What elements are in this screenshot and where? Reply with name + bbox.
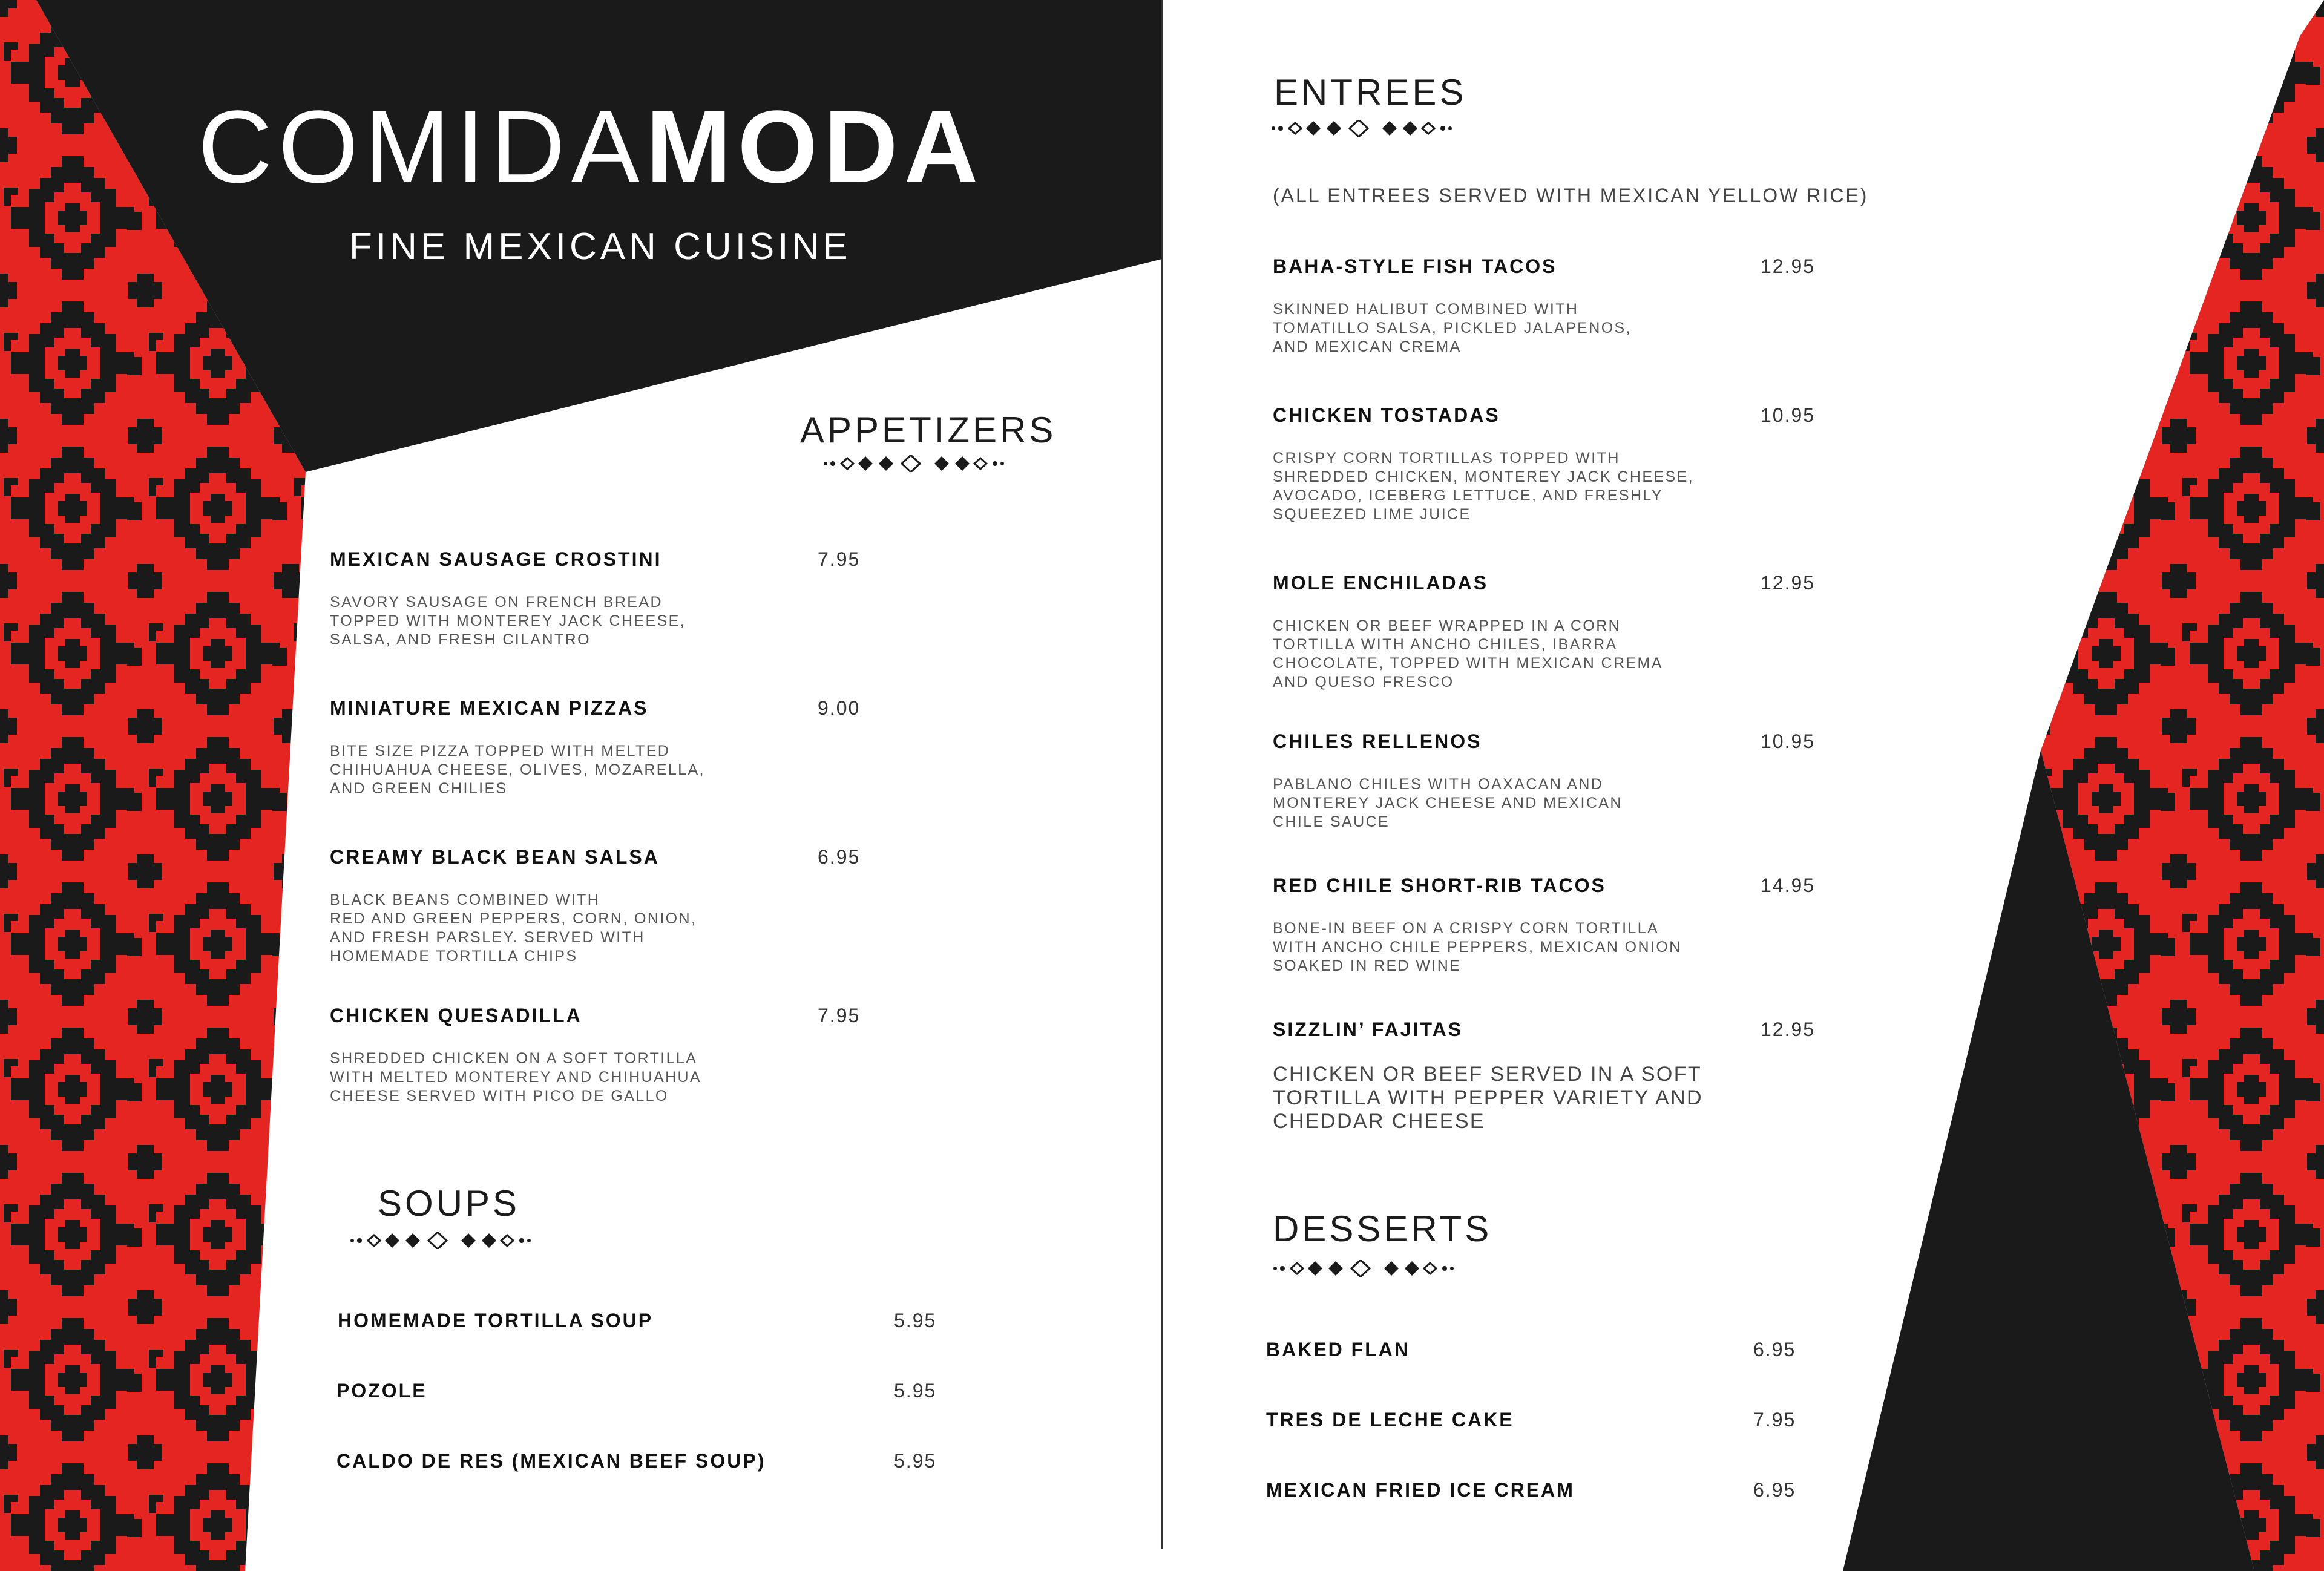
menu-item-name: CALDO DE RES (MEXICAN BEEF SOUP) bbox=[336, 1450, 766, 1472]
menu-item-price: 5.95 bbox=[894, 1310, 937, 1331]
restaurant-logo bbox=[198, 90, 985, 205]
menu-item-price: 12.95 bbox=[1761, 255, 1816, 277]
menu-item-name: BAKED FLAN bbox=[1266, 1339, 1410, 1360]
menu-item-name: CREAMY BLACK BEAN SALSA bbox=[330, 846, 660, 868]
divider-ornament-icon bbox=[350, 1232, 531, 1249]
menu-item-name: SIZZLIN’ FAJITAS bbox=[1273, 1018, 1463, 1040]
menu-item-name: MEXICAN FRIED ICE CREAM bbox=[1266, 1479, 1575, 1501]
menu-item-description: CHICKEN OR BEEF SERVED IN A SOFT TORTILLA WITH PEPPER VARIETY AND CHEDDAR CHEESE bbox=[1273, 1063, 1704, 1133]
menu-item-price: 5.95 bbox=[894, 1380, 937, 1402]
menu-item-price: 7.95 bbox=[818, 1005, 861, 1026]
menu-item-name: MEXICAN SAUSAGE CROSTINI bbox=[330, 548, 662, 570]
menu-item-price: 12.95 bbox=[1761, 1018, 1816, 1040]
menu-item-name: BAHA-STYLE FISH TACOS bbox=[1273, 255, 1557, 277]
menu-item-price: 7.95 bbox=[1753, 1409, 1796, 1431]
menu-item-description: SKINNED HALIBUT COMBINED WITH TOMATILLO SALSA, PICKLED JALAPENOS, AND MEXICAN CREMA bbox=[1273, 301, 1632, 355]
menu-item-description: CHICKEN OR BEEF WRAPPED IN A CORN TORTILLA WITH ANCHO CHILES, IBARRA CHOCOLATE, TOPPED WITH MEXICAN CREMA AND QUESO FRESCO bbox=[1273, 617, 1663, 690]
menu-item-name: CHICKEN QUESADILLA bbox=[330, 1005, 582, 1026]
menu-item-price: 14.95 bbox=[1761, 874, 1816, 896]
menu-item-description: SHREDDED CHICKEN ON A SOFT TORTILLA WITH MELTED MONTEREY AND CHIHUAHUA CHEESE SERVED WITH PICO DE GALLO bbox=[330, 1050, 702, 1104]
menu-item-description: CRISPY CORN TORTILLAS TOPPED WITH SHREDDED CHICKEN, MONTEREY JACK CHEESE, AVOCADO, ICEBERG LETTUCE, AND FRESHLY SQUEEZED LIME JUICE bbox=[1273, 450, 1695, 523]
brand-name-bold: MODA bbox=[646, 90, 985, 205]
menu-item-price: 9.00 bbox=[818, 697, 861, 719]
menu-item-price: 10.95 bbox=[1761, 730, 1816, 752]
desserts-title: DESSERTS bbox=[1273, 1209, 1492, 1249]
menu-item-description: PABLANO CHILES WITH OAXACAN AND MONTEREY JACK CHEESE AND MEXICAN CHILE SAUCE bbox=[1273, 776, 1623, 830]
menu-item-description: BLACK BEANS COMBINED WITH RED AND GREEN PEPPERS, CORN, ONION, AND FRESH PARSLEY. SERVED WITH HOMEMADE TORTILLA CHIPS bbox=[330, 891, 697, 965]
menu-item-description: BITE SIZE PIZZA TOPPED WITH MELTED CHIHUAHUA CHEESE, OLIVES, MOZARELLA, AND GREEN CHILIES bbox=[330, 743, 705, 797]
menu-item-name: MOLE ENCHILADAS bbox=[1273, 572, 1489, 594]
appetizers-title: APPETIZERS bbox=[800, 410, 1057, 450]
menu-item-name: RED CHILE SHORT-RIB TACOS bbox=[1273, 874, 1606, 896]
brand-name-light: COMIDA bbox=[198, 90, 646, 205]
menu-item-name: TRES DE LECHE CAKE bbox=[1266, 1409, 1514, 1431]
soups-title: SOUPS bbox=[378, 1183, 520, 1224]
menu-item-price: 6.95 bbox=[1753, 1479, 1796, 1501]
tagline: FINE MEXICAN CUISINE bbox=[349, 226, 852, 267]
entrees-note: (ALL ENTREES SERVED WITH MEXICAN YELLOW RICE) bbox=[1273, 185, 1869, 206]
menu-item-price: 6.95 bbox=[818, 846, 861, 868]
menu-item-description: BONE-IN BEEF ON A CRISPY CORN TORTILLA WITH ANCHO CHILE PEPPERS, MEXICAN ONION SOAKED IN RED WINE bbox=[1273, 920, 1682, 974]
menu-item-price: 12.95 bbox=[1761, 572, 1816, 594]
menu-item-price: 6.95 bbox=[1753, 1339, 1796, 1360]
divider-ornament-icon bbox=[823, 455, 1005, 472]
menu-item-name: CHILES RELLENOS bbox=[1273, 730, 1482, 752]
entrees-title: ENTREES bbox=[1274, 72, 1467, 113]
divider-ornament-icon bbox=[1273, 1260, 1454, 1277]
menu-item-price: 7.95 bbox=[818, 548, 861, 570]
menu-item-name: MINIATURE MEXICAN PIZZAS bbox=[330, 697, 649, 719]
menu-item-price: 5.95 bbox=[894, 1450, 937, 1472]
menu-item-price: 10.95 bbox=[1761, 404, 1816, 426]
menu-item-description: SAVORY SAUSAGE ON FRENCH BREAD TOPPED WITH MONTEREY JACK CHEESE, SALSA, AND FRESH CILANTRO bbox=[330, 594, 686, 648]
divider-ornament-icon bbox=[1271, 120, 1452, 137]
menu-item-name: CHICKEN TOSTADAS bbox=[1273, 404, 1500, 426]
menu-item-name: HOMEMADE TORTILLA SOUP bbox=[338, 1310, 654, 1331]
menu-item-name: POZOLE bbox=[336, 1380, 427, 1402]
